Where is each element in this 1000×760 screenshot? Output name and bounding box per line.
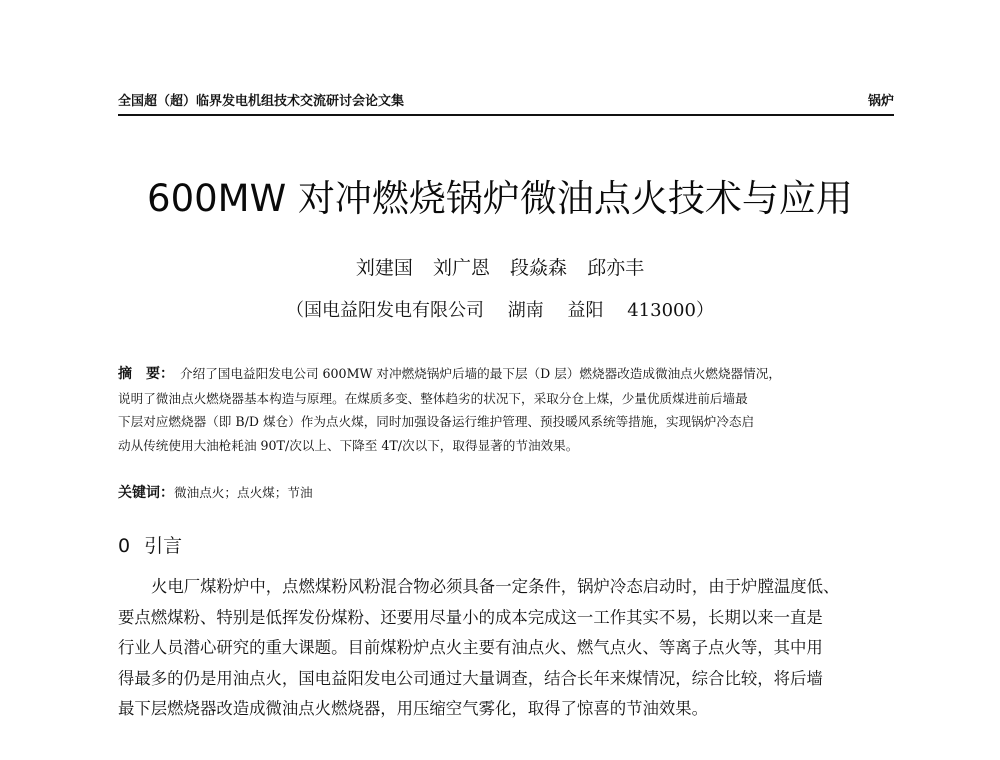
header-proceedings-title: 全国超（超）临界发电机组技术交流研讨会论文集 (118, 94, 405, 109)
running-header (118, 92, 894, 116)
paper-title: 600MW 对冲燃烧锅炉微油点火技术与应用 (147, 177, 853, 220)
author-name: 段焱森 (510, 257, 568, 279)
author-name: 邱亦丰 (587, 257, 645, 279)
author-name: 刘广恩 (432, 257, 490, 279)
header-section-label: 锅炉 (867, 94, 894, 109)
paragraph-line: 火电厂煤粉炉中，点燃煤粉风粉混合物必须具备一定条件，锅炉冷态启动时，由于炉膛温度低、 (151, 577, 840, 596)
abstract-line (118, 362, 892, 387)
paragraph-line: 得最多的仍是用油点火，国电益阳发电公司通过大量调查，结合长年来煤情况，综合比较，将后墙 (118, 668, 823, 688)
affiliation-postcode: 413000） (627, 300, 714, 321)
intro-paragraph (118, 572, 894, 725)
affiliation (0, 297, 1000, 325)
affiliation-province: 湖南 (507, 300, 544, 321)
abstract-line: 说明了微油点火燃烧器基本构造与原理。在煤质多变、整体趋劣的状况下，采取分仓上煤，少量优质煤进前后墙最 (118, 390, 748, 406)
keywords (118, 482, 892, 504)
paragraph-line: 最下层燃烧器改造成微油点火燃烧器，用压缩空气雾化，取得了惊喜的节油效果。 (118, 699, 709, 719)
abstract (118, 362, 892, 457)
section-number: 0 (118, 535, 131, 557)
paragraph-line: 行业人员潜心研究的重大课题。目前煤粉炉点火主要有油点火、燃气点火、等离子点火等，其中用 (118, 638, 823, 658)
affiliation-city: 益阳 (567, 300, 604, 321)
abstract-text: 介绍了国电益阳发电公司 600MW 对冲燃烧锅炉后墙的最下层（D 层）燃烧器改造成微油点火燃烧器情况， (180, 366, 781, 381)
section-heading (118, 533, 182, 559)
abstract-line: 下层对应燃烧器（即 B/D 煤仓）作为点火煤，同时加强设备运行维护管理、预投暖风系统等措施，实现锅炉冷态启 (118, 414, 755, 429)
author-name: 刘建国 (355, 257, 413, 279)
keywords-text: 微油点火；点火煤；节油 (174, 485, 313, 500)
affiliation-org: （国电益阳发电有限公司 (286, 300, 485, 321)
keywords-label: 关键词： (118, 485, 174, 501)
abstract-line: 动从传统使用大油枪耗油 90T/次以上、下降至 4T/次以下，取得显著的节油效果。 (118, 437, 579, 453)
section-title: 引言 (144, 535, 183, 557)
abstract-label: 摘 要： (118, 366, 174, 382)
author-list (0, 254, 1000, 282)
paragraph-line: 要点燃煤粉、特别是低挥发份煤粉、还要用尽量小的成本完成这一工作其实不易，长期以来一直是 (118, 607, 823, 627)
